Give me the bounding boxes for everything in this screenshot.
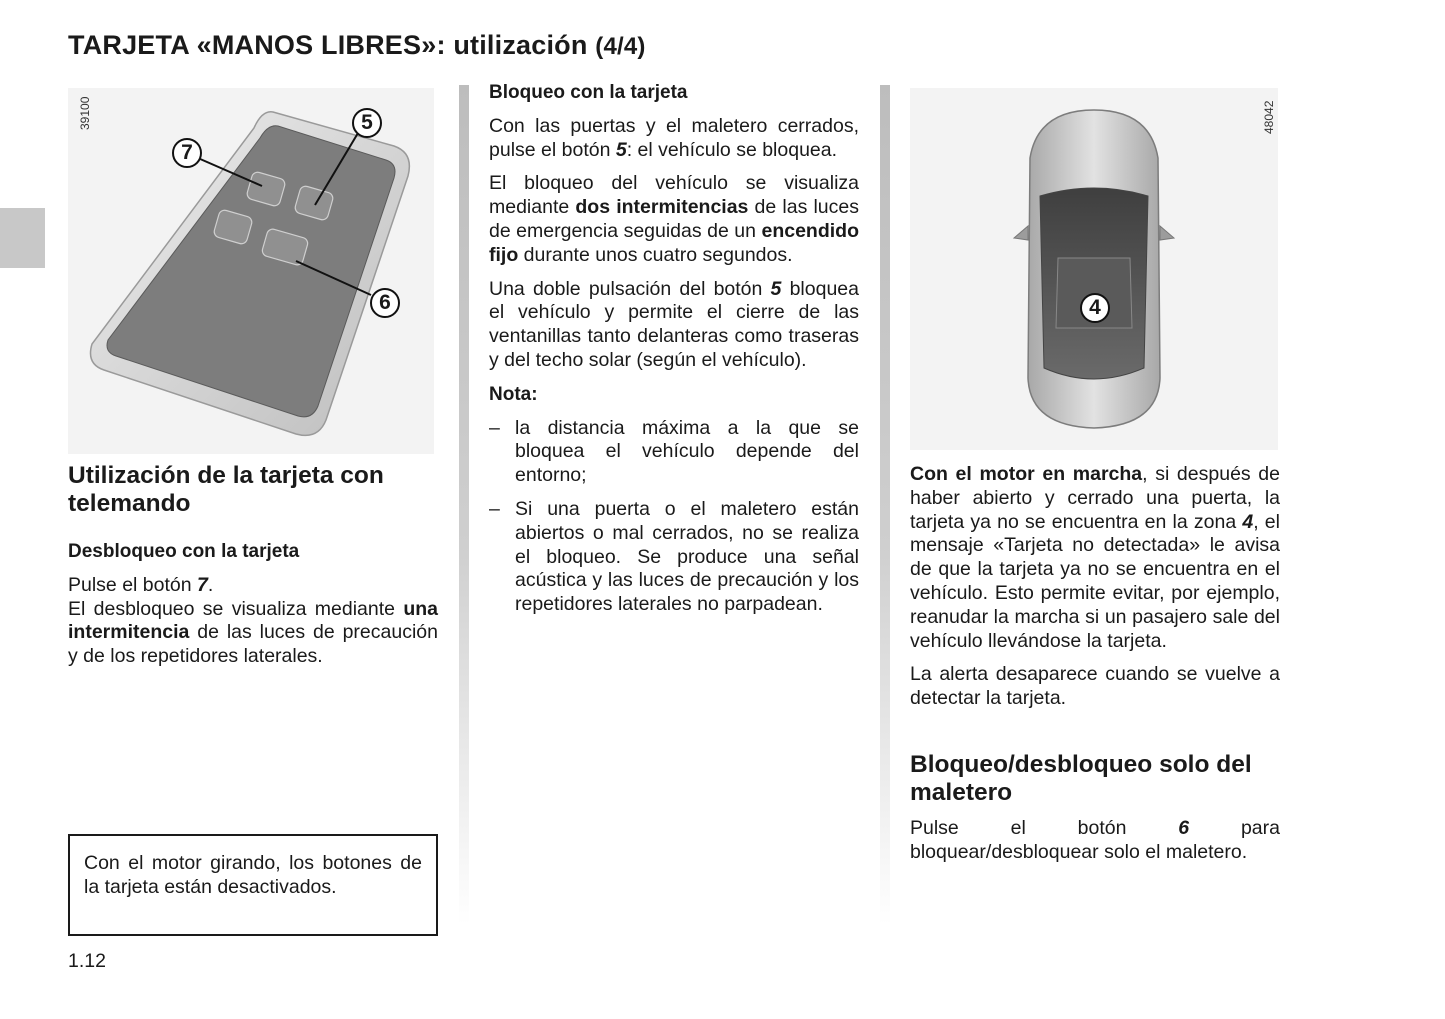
engine-running-paragraph: Con el motor en marcha, si después de haber abierto y cerrado una puerta, la tarjeta ya no se encuentra en la zona 4, el mensaje «Tarjeta no detectada» le avisa de que la tarjeta ya no se encuentra en el vehículo. Esto permite evitar, por ejemplo, reanudar la marcha si un pasajero sale del vehículo llevándose la tarjeta. — [910, 463, 1280, 652]
section-title-remote: Utilización de la tarjeta con telemando — [68, 462, 384, 517]
lock-paragraph-3: Una doble pulsación del botón 5 bloquea el vehículo y permite el cierre de las ventanillas tanto delanteras como traseras y del techo solar (según el vehículo). — [489, 277, 859, 371]
nota-item: – Si una puerta o el maletero están abiertos o mal cerrados, no se realiza el bloqueo. Se produce una señal acústica y las luces de precaución y los repetidores laterales no parpadean. — [489, 497, 859, 616]
unlock-description: El desbloqueo se visualiza mediante una intermitencia de las luces de precaución y de los repetidores laterales. — [68, 597, 438, 668]
figure-code: 48042 — [1262, 100, 1276, 134]
unlock-instruction: Pulse el botón 7. — [68, 573, 214, 596]
key-card-figure — [68, 88, 434, 454]
callout-4: 4 — [1080, 293, 1110, 323]
page-number: 1.12 — [68, 950, 106, 972]
note-box: Con el motor girando, los botones de la tarjeta están desactivados. — [68, 834, 438, 936]
car-zone-figure — [910, 88, 1278, 450]
callout-7: 7 — [172, 138, 202, 168]
page-part: (4/4) — [595, 33, 646, 60]
lock-paragraph-2: El bloqueo del vehículo se visualiza mediante dos intermitencias de las luces de emergencia seguidas de un encendido fijo durante unos cuatro segundos. — [489, 172, 859, 266]
key-card-illustration — [68, 88, 434, 454]
figure-code: 39100 — [78, 96, 92, 130]
middle-column — [489, 81, 859, 627]
nota-item: – la distancia máxima a la que se bloquea el vehículo depende del entorno; — [489, 416, 859, 487]
unlock-heading: Desbloqueo con la tarjeta — [68, 541, 300, 562]
nota-heading: Nota: — [489, 383, 538, 405]
page-title: TARJETA «MANOS LIBRES»: utilización (4/4) — [68, 30, 646, 60]
trunk-heading: Bloqueo/desbloqueo solo del maletero — [910, 750, 1252, 806]
lock-paragraph-1: Con las puertas y el maletero cerrados, pulse el botón 5: el vehículo se bloquea. — [489, 114, 859, 161]
right-column — [910, 463, 1280, 875]
lock-heading: Bloqueo con la tarjeta — [489, 82, 688, 103]
alert-paragraph: La alerta desaparece cuando se vuelve a detectar la tarjeta. — [910, 663, 1280, 710]
chapter-tab — [0, 208, 45, 268]
trunk-paragraph: Pulse el botón 6 para bloquear/desbloquear solo el maletero. — [910, 816, 1280, 863]
car-top-view-illustration — [910, 88, 1278, 450]
callout-6: 6 — [370, 288, 400, 318]
column-divider-1 — [459, 85, 469, 925]
callout-5: 5 — [352, 108, 382, 138]
column-divider-2 — [880, 85, 890, 925]
left-column — [68, 462, 438, 679]
